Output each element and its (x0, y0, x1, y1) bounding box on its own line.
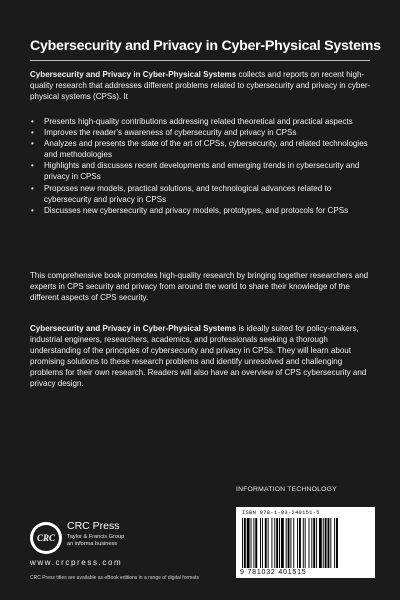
list-item-text: Improves the reader’s awareness of cybersecurity and privacy in CPSs (44, 128, 297, 138)
audience-paragraph (30, 323, 372, 390)
crc-logo-icon: CRC (30, 522, 62, 554)
ebook-note: CRC Press titles are available as eBook editions in a range of digital formats (30, 575, 199, 581)
list-item (30, 160, 372, 182)
audience-text: is ideally suited for policy-makers, industrial engineers, researchers, academics, and professionals seeking a thorough understanding of the principles of cybersecurity and privacy in CPSs. They will learn about promising solutions to these research problems and identify unresolved and challenging problems for their own research. Readers will also have an overview of CPS cybersecurity and privacy design. (30, 324, 367, 389)
bullet-icon: • (31, 161, 34, 171)
intro-text: collects and reports on recent high-quality research that addresses different problems related to cybersecurity and privacy in cyber-physical systems (CPSs). It (30, 70, 371, 102)
bullet-icon: • (31, 139, 34, 149)
publisher-name: CRC Press (67, 520, 120, 532)
list-item-text: Discusses new cybersecurity and privacy models, prototypes, and protocols for CPSs (44, 205, 349, 215)
subject-category: INFORMATION TECHNOLOGY (236, 486, 337, 493)
description-paragraph: This comprehensive book promotes high-quality research by bringing together researchers and experts in CPS security and privacy from around the world to share their knowledge of the different aspects of CPS security. (30, 271, 369, 303)
isbn-barcode (236, 507, 375, 578)
list-item-text: Highlights and discusses recent developments and emerging trends in cybersecurity and privacy in CPSs (44, 161, 360, 182)
bullet-icon: • (31, 117, 34, 126)
bullet-icon: • (31, 205, 34, 215)
isbn-label: ISBN 978-1-03-240151-5 (242, 510, 320, 516)
barcode-digits: 9 781032 401515 (240, 569, 307, 576)
intro-paragraph (30, 69, 372, 102)
publisher-group: Taylor & Francis Group an informa business (67, 534, 125, 547)
feature-list (30, 116, 372, 216)
list-item (30, 127, 372, 138)
intro-bold-title: Cybersecurity and Privacy in Cyber-Physical Systems (30, 70, 237, 79)
publisher-logo (30, 520, 180, 560)
book-title: Cybersecurity and Privacy in Cyber-Physical Systems (30, 38, 381, 54)
audience-bold-title: Cybersecurity and Privacy in Cyber-Physical Systems (30, 324, 237, 333)
list-item (30, 183, 372, 205)
list-item-text: Presents high-quality contributions addressing related theoretical and practical aspects (44, 117, 353, 126)
list-item-text: Analyzes and presents the state of the art of CPSs, cybersecurity, and related technologies and methodologies (44, 139, 368, 160)
list-item (30, 116, 372, 127)
barcode-icon (240, 518, 371, 568)
list-item (30, 138, 372, 160)
list-item (30, 205, 372, 216)
title-divider (30, 60, 370, 61)
bullet-icon: • (31, 128, 34, 138)
bullet-icon: • (31, 183, 34, 193)
list-item-text: Proposes new models, practical solutions, and technological advances related to cybersecurity and privacy in CPSs (44, 183, 332, 204)
publisher-website: www.crcpress.com (30, 558, 123, 567)
